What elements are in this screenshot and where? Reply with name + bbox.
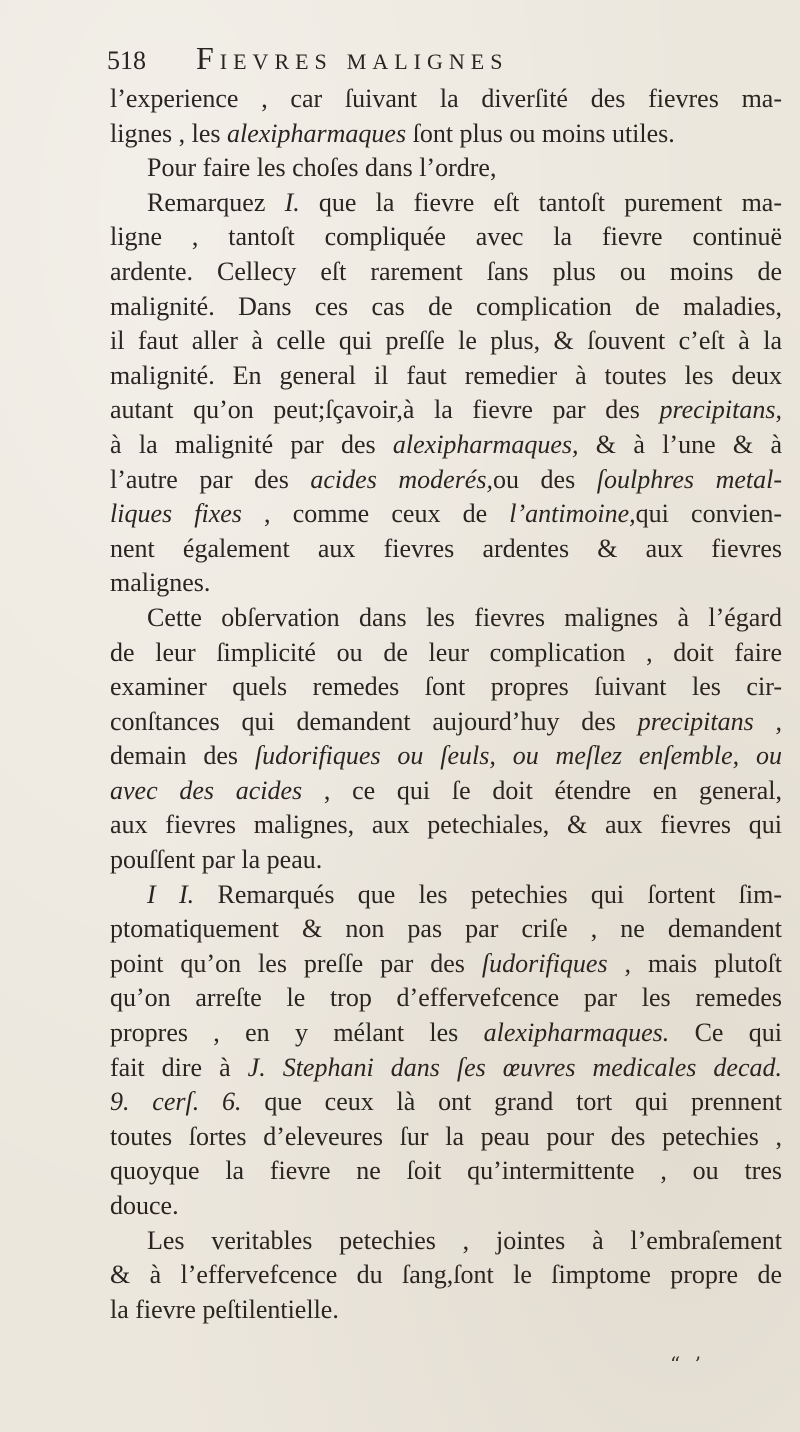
text-run: nent également aux fievres ardentes & aux fievres [110, 533, 782, 563]
text-line [110, 739, 782, 774]
italic-run: precipitans , [637, 706, 782, 736]
text-line [110, 1224, 782, 1259]
text-run: Pour faire les choſes dans l’ordre, [147, 153, 497, 183]
italic-run: acides moderés, [310, 464, 493, 494]
text-line [110, 947, 782, 982]
text-line [110, 463, 782, 498]
text-run: ardente. Cellecy eſt rarement ſans plus ou moins de [110, 256, 782, 286]
running-title: Fievres malignes [196, 40, 509, 76]
text-run: il faut aller à celle qui preſſe le plus, & ſouvent c’eſt à la [110, 326, 782, 356]
text-run: toutes ſortes d’eleveures ſur la peau pour des petechies , [110, 1121, 782, 1151]
text-line [110, 290, 782, 325]
text-run: qui convien- [635, 499, 782, 529]
text-run: point qu’on les preſſe par des [110, 948, 482, 978]
paragraph [110, 82, 782, 151]
italic-run: precipitans, [659, 395, 782, 425]
text-run: ou des [492, 464, 597, 494]
text-line [110, 566, 782, 601]
text-run: demain des [110, 741, 255, 771]
text-line [110, 359, 782, 394]
italic-run: I I. [147, 879, 195, 909]
text-run: à la malignité par des [110, 429, 393, 459]
text-line [110, 532, 782, 567]
paragraph [110, 1224, 782, 1328]
italic-run: J. Stephani dans ſes œuvres medicales decad. [247, 1052, 783, 1082]
italic-run: I. [284, 187, 300, 217]
text-run: l’autre par des [110, 464, 311, 494]
italic-run: liques fixes [110, 499, 242, 529]
text-line [110, 82, 782, 117]
text-line [110, 428, 782, 463]
text-run: que ceux là ont grand tort qui prennent [241, 1087, 782, 1117]
text-run: fait dire à [110, 1052, 248, 1082]
italic-run: alexipharmaques [227, 118, 407, 148]
text-line [110, 670, 782, 705]
text-run: Remarquez [147, 187, 285, 217]
text-line [110, 912, 782, 947]
text-run: qu’on arreſte le trop d’effervefcence par les remedes [110, 983, 782, 1013]
italic-run: 9. cerſ. 6. [110, 1087, 242, 1117]
text-run: de leur ſimplicité ou de leur complication , doit faire [110, 637, 782, 667]
italic-run: ſudorifiques , [481, 948, 632, 978]
text-run: Ce qui [669, 1018, 782, 1048]
italic-run: alexipharmaques. [483, 1018, 670, 1048]
text-run: douce. [110, 1191, 179, 1220]
text-line [110, 220, 782, 255]
page-number: 518 [107, 46, 146, 75]
text-run: examiner quels remedes ſont propres ſuivant les cir- [110, 672, 782, 702]
body-text [110, 82, 782, 1327]
text-run: , ce qui ſe doit étendre en general, [302, 775, 783, 805]
text-line [110, 1085, 782, 1120]
italic-run: l’antimoine, [509, 499, 636, 529]
text-line [110, 1189, 782, 1224]
text-run: malignité. En general il faut remedier à toutes les deux [110, 360, 782, 390]
text-line [110, 117, 782, 152]
text-line [110, 878, 782, 913]
paragraph [110, 878, 782, 1224]
text-run: l’experience , car ſuivant la diverſité des fievres ma- [110, 84, 782, 113]
paragraph [110, 186, 782, 601]
text-line [110, 255, 782, 290]
italic-run: ſoulphres metal- [596, 464, 782, 494]
paragraph [110, 601, 782, 878]
text-line [110, 151, 782, 186]
text-line [110, 393, 782, 428]
text-line [110, 1293, 782, 1328]
text-run: lignes , les [110, 118, 227, 148]
text-run: malignes. [110, 568, 211, 598]
text-run: Cette obſervation dans les fievres malignes à l’égard [147, 602, 782, 632]
text-run: quoyque la fievre ne ſoit qu’intermittente , ou tres [110, 1156, 782, 1186]
text-line [110, 1258, 782, 1293]
text-line [110, 1154, 782, 1189]
text-line [110, 774, 782, 809]
italic-run: avec des acides [110, 775, 303, 805]
text-run: & à l’une & à [578, 429, 782, 459]
text-run: que la fievre eſt tantoſt purement ma- [299, 187, 783, 217]
italic-run: ſudorifiques ou ſeuls, ou meſlez enſemble, ou [254, 741, 783, 771]
text-line [110, 324, 782, 359]
text-line [110, 497, 782, 532]
text-run: malignité. Dans ces cas de complication de maladies, [110, 291, 782, 321]
text-run: & à l’effervefcence du ſang,ſont le ſimptome propre de [110, 1260, 782, 1290]
text-run: ptomatiquement & non pas par criſe , ne demandent [110, 914, 782, 944]
text-run: ligne , tantoſt compliquée avec la fievre continuë [110, 222, 782, 252]
text-line [110, 1120, 782, 1155]
text-line [110, 186, 782, 221]
running-head [107, 40, 770, 86]
text-run: aux fievres malignes, aux petechiales, & aux fievres qui [110, 810, 782, 840]
text-run: Remarqués que les petechies qui ſortent ſim- [194, 879, 782, 909]
text-run: mais plutoſt [631, 948, 783, 978]
text-line [110, 636, 782, 671]
text-run: autant qu’on peut;ſçavoir,à la fievre par des [110, 395, 660, 425]
text-line [110, 981, 782, 1016]
text-line [110, 1051, 782, 1086]
text-run: pouſſent par la peau. [110, 845, 323, 875]
text-line [110, 1016, 782, 1051]
text-line [110, 601, 782, 636]
text-line [110, 843, 782, 878]
footer-marks: “ ’ [670, 1352, 705, 1376]
text-run: ſont plus ou moins utiles. [406, 118, 675, 148]
text-line [110, 808, 782, 843]
text-run: propres , en y mélant les [110, 1018, 484, 1048]
paragraph [110, 151, 782, 186]
text-run: conſtances qui demandent aujourd’huy des [110, 706, 638, 736]
italic-run: alexipharmaques, [392, 429, 579, 459]
text-run: la fievre peſtilentielle. [110, 1294, 339, 1324]
text-run: Les veritables petechies , jointes à l’embraſement [147, 1225, 782, 1255]
text-run: , comme ceux de [241, 499, 510, 529]
text-line [110, 705, 782, 740]
